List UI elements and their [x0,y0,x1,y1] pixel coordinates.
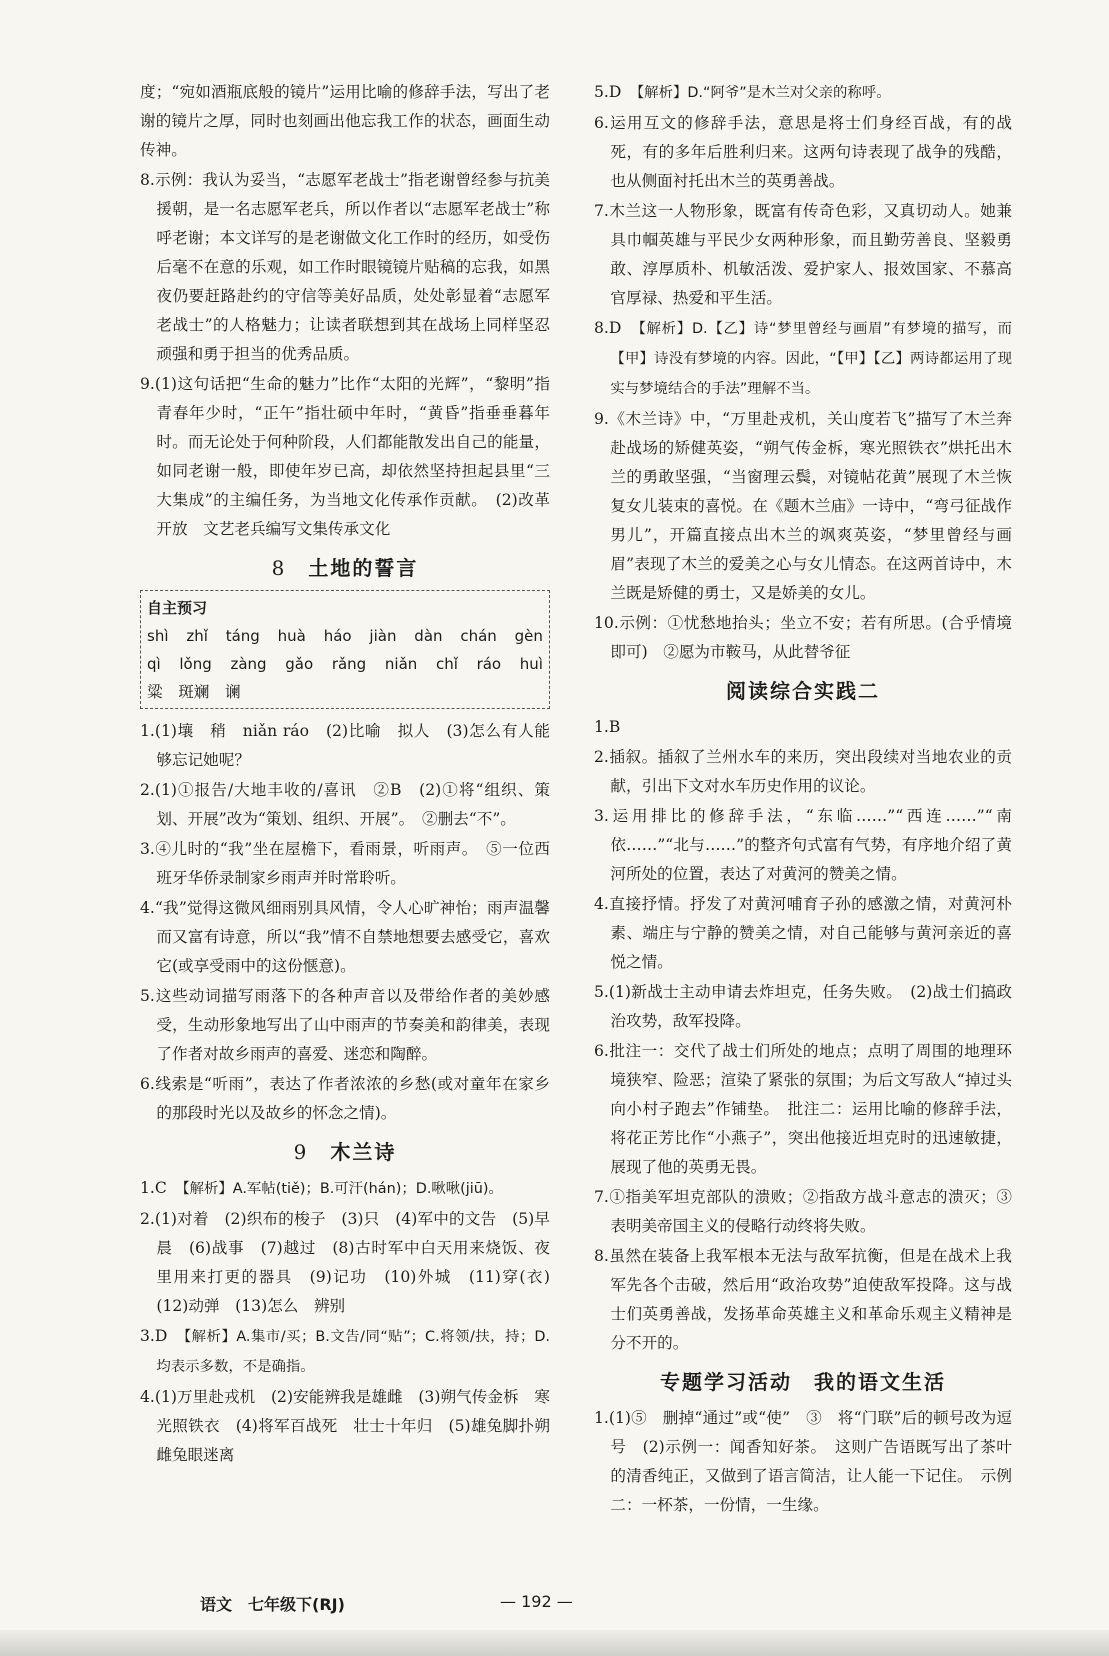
l9-answer-8: 8.D 【解析】D.【乙】诗“梦里曾经与画眉”有梦境的描写，而【甲】诗没有梦境的内容。因此，“【甲】【乙】两诗都运用了现实与梦境结合的手法”理解不当。 [594,319,1012,397]
lesson-number: 9 [293,1140,309,1164]
analysis-note: 【解析】A.集市/买；B.文告/同“贴”；C.将领/扶，持；D.均表示多数，不是确指。 [156,1329,550,1375]
pinyin-row-2: qì lǒng zàng gǎo rǎng niǎn chǐ ráo huì [147,655,543,673]
activity-heading: 专题学习活动 我的语文生活 [660,1370,946,1394]
reading-answer-4: 4.直接抒情。抒发了对黄河哺育子孙的感激之情，对黄河朴素、端庄与宁静的赞美之情，对自己能够与黄河亲近的喜悦之情。 [594,895,1012,971]
analysis-note: 【解析】A.军帖(tiě)；B.可汗(hán)；D.啾啾(jiū)。 [182,1181,503,1197]
l9-answer-6: 6.运用互文的修辞手法，意思是将士们身经百战，有的战死，有的多年后胜利归来。这两句诗表现了战争的残酷，也从侧面衬托出木兰的英勇善战。 [594,114,1012,190]
l9-answer-4: 4.(1)万里赴戎机 (2)安能辨我是雄雌 (3)朔气传金柝 寒光照铁衣 (4)将军百战死 壮士十年归 (5)雄兔脚扑朔 雌兔眼迷离 [140,1388,566,1464]
preview-title: 自主预习 [147,599,208,617]
scan-edge-shadow [0,1630,1109,1656]
analysis-note: 【解析】D.“阿爷”是木兰对父亲的称呼。 [636,85,891,101]
reading-answer-6: 6.批注一：交代了战士们所处的地点；点明了周围的地理环境狭窄、险恶；渲染了紧张的氛围；为后文写敌人“掉过头向小村子跑去”作铺垫。 批注二：运用比喻的修辞手法，将花正芳比作“小燕子”，突出他接近坦克时的迅速敏捷，展现了他的英勇无畏。 [594,1042,1012,1176]
l8-answer-3: 3.④儿时的“我”坐在屋檐下，看雨景，听雨声。 ⑤一位西班牙华侨录制家乡雨声并时常聆听。 [140,840,550,887]
l9-answer-9: 9.《木兰诗》中，“万里赴戎机，关山度若飞”描写了木兰奔赴战场的矫健英姿，“朔气传金柝，寒光照铁衣”烘托出木兰的勇敢坚强，“当窗理云鬓，对镜帖花黄”展现了木兰恢复女儿装束的喜悦。在《题木兰庙》一诗中，“弯弓征战作男儿”，开篇直接点出木兰的飒爽英姿，“梦里曾经与画眉”表现了木兰的爱美之心与女儿情态。在这两首诗中，木兰既是矫健的勇士，又是娇美的女儿。 [594,410,1012,602]
activity-answer-1: 1.(1)⑤ 删掉“通过”或“使” ③ 将“门联”后的顿号改为逗号 (2)示例一：闻香知好茶。 这则广告语既写出了茶叶的清香纯正，又做到了语言简洁，让人能一下记住。 示例二：一杯茶，一份情，一生缘。 [594,1409,1012,1514]
l8-answer-5: 5.这些动词描写雨落下的各种声音以及带给作者的美妙感受，生动形象地写出了山中雨声的节奏美和韵律美，表现了作者对故乡雨声的喜爱、迷恋和陶醉。 [140,987,550,1063]
page-number: — 192 — [500,1592,573,1611]
l8-answer-6: 6.线索是“听雨”，表达了作者浓浓的乡愁(或对童年在家乡的那段时光以及故乡的怀念之情)。 [140,1075,550,1122]
lesson-title: 土地的誓言 [308,556,419,580]
footer-subject: 语文 七年级下(RJ) [200,1595,345,1614]
preview-chars: 粱 斑斓 谰 [147,683,241,701]
l8-answer-4: 4.“我”觉得这微风细雨别具风情，令人心旷神怡；雨声温馨而又富有诗意，所以“我”情不自禁地想要去感受它，喜欢它(或享受雨中的这份惬意)。 [140,899,550,975]
l9-answer-5: 5.D 【解析】D.“阿爷”是木兰对父亲的称呼。 [594,83,891,101]
reading-answer-8: 8.虽然在装备上我军根本无法与敌军抗衡，但是在战术上我军先各个击破，然后用“政治攻势”迫使敌军投降。这与战士们英勇善战，发扬革命英雄主义和革命乐观主义精神是分不开的。 [594,1247,1012,1352]
pinyin-row-1: shì zhǐ táng huà háo jiàn dàn chán gèn [147,627,543,645]
l9-answer-2: 2.(1)对着 (2)织布的梭子 (3)只 (4)军中的文告 (5)早晨 (6)战事 (7)越过 (8)古时军中白天用来烧饭、夜里用来打更的器具 (9)记功 (10)外城 (11)穿(衣) (12)动弹 (13)怎么 辨别 [140,1210,566,1315]
answer-8: 8.示例：我认为妥当，“志愿军老战士”指老谢曾经参与抗美援朝，是一名志愿军老兵，所以作者以“志愿军老战士”称呼老谢；本文详写的是老谢做文化工作时的经历，如受伤后毫不在意的乐观，如工作时眼镜镜片贴稿的忘我，如黑夜仍要赶路赴约的守信等美好品质，处处彰显着“志愿军老战士”的人格魅力；让读者联想到其在战场上同样坚忍顽强和勇于担当的优秀品质。 [140,171,550,363]
l8-answer-1: 1.(1)壤 稍 niǎn ráo (2)比喻 拟人 (3)怎么有人能够忘记她呢？ [140,722,550,769]
answer-9: 9.(1)这句话把“生命的魅力”比作“太阳的光辉”，“黎明”指青春年少时，“正午”指壮硕中年时，“黄昏”指垂垂暮年时。而无论处于何种阶段，人们都能散发出自己的能量，如同老谢一般，即使年岁已高，却依然坚持担起县里“三大集成”的主编任务，为当地文化传承作贡献。 (2)改革开放 文艺老兵编写文集传承文化 [140,375,550,538]
preview-box [140,590,550,709]
lesson-number: 8 [271,556,287,580]
l9-answer-3: 3.D 【解析】A.集市/买；B.文告/同“贴”；C.将领/扶，持；D.均表示多数，不是确指。 [140,1327,550,1375]
reading-answer-3: 3.运用排比的修辞手法，“东临……”“西连……”“南依……”“北与……”的整齐句式富有气势，有序地介绍了黄河所处的位置，表达了对黄河的赞美之情。 [594,807,1012,883]
right-column [594,78,1012,1521]
reading-answer-7: 7.①指美军坦克部队的溃败；②指敌方战斗意志的溃灭；③表明美帝国主义的侵略行动终将失败。 [594,1188,1012,1235]
analysis-note: 【解析】D.【乙】诗“梦里曾经与画眉”有梦境的描写，而【甲】诗没有梦境的内容。因此，“【甲】【乙】两诗都运用了现实与梦境结合的手法”理解不当。 [610,321,1012,397]
page-footer [200,1592,920,1622]
left-column [140,78,566,1471]
reading-answer-1: 1.B [594,718,621,736]
answer-7-continued: 度；“宛如酒瓶底般的镜片”运用比喻的修辞手法，写出了老谢的镜片之厚，同时也刻画出他忘我工作的状态，画面生动传神。 [140,83,550,159]
l9-answer-10: 10.示例：①忧愁地抬头；坐立不安；若有所思。(合乎情境即可) ②愿为市鞍马，从此替爷征 [594,614,1012,661]
reading-answer-5: 5.(1)新战士主动申请去炸坦克，任务失败。 (2)战士们搞政治攻势，敌军投降。 [594,983,1012,1030]
reading-practice-heading: 阅读综合实践二 [726,679,880,703]
lesson-8-heading [140,550,550,586]
l8-answer-2: 2.(1)①报告/大地丰收的/喜讯 ②B (2)①将“组织、策划、开展”改为“策划、组织、开展”。 ②删去“不”。 [140,781,550,828]
reading-answer-2: 2.插叙。插叙了兰州水车的来历，突出段续对当地农业的贡献，引出下文对水车历史作用的议论。 [594,748,1012,795]
l9-answer-1: 1.C 【解析】A.军帖(tiě)；B.可汗(hán)；D.啾啾(jiū)。 [140,1179,503,1197]
lesson-9-heading [140,1134,550,1170]
l9-answer-7: 7.木兰这一人物形象，既富有传奇色彩，又真切动人。她兼具巾帼英雄与平民少女两种形象，而且勤劳善良、坚毅勇敢、淳厚质朴、机敏活泼、爱护家人、报效国家、不慕高官厚禄、热爱和平生活。 [594,202,1012,307]
lesson-title: 木兰诗 [330,1140,397,1164]
